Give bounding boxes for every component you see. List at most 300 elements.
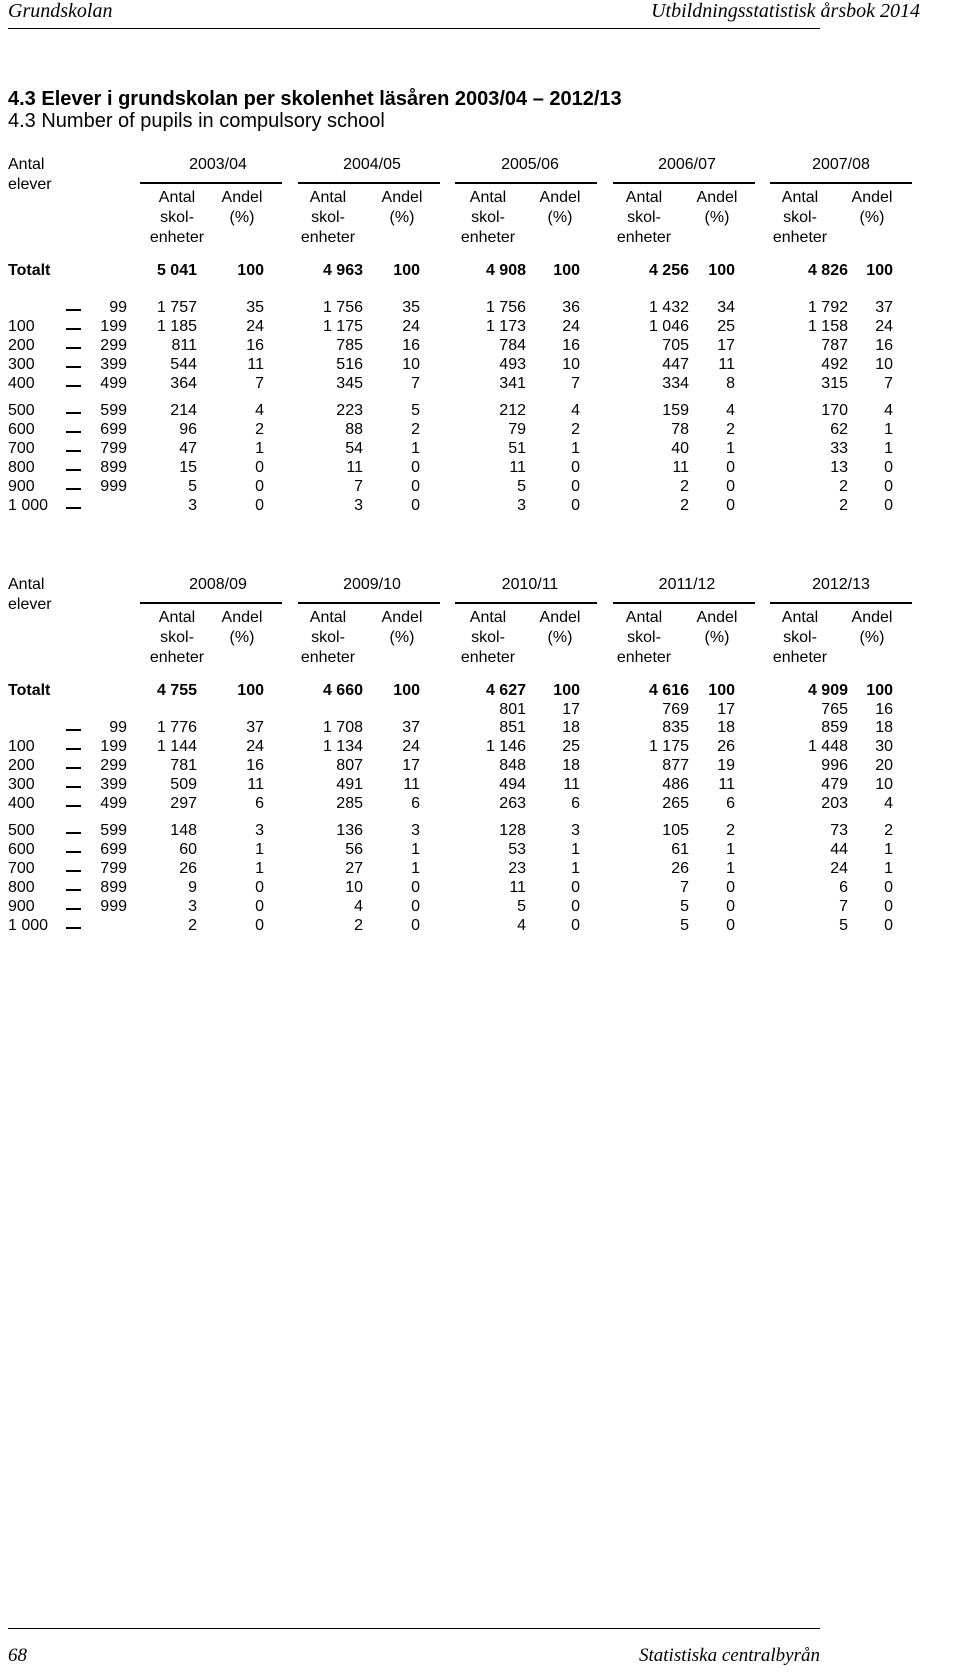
cell-andel: 16	[246, 757, 264, 774]
cell-andel: 8	[726, 375, 735, 392]
cell-antal: 1 432	[648, 299, 689, 316]
cell-andel: 25	[562, 738, 580, 755]
cell-andel: 6	[255, 795, 264, 812]
cell-antal: 1 185	[156, 318, 197, 335]
cell-andel: 0	[884, 497, 893, 514]
cell-antal: 493	[499, 356, 526, 373]
column-header-antal: Antal	[158, 189, 196, 206]
cell-andel: 0	[411, 879, 420, 896]
range-from: 100	[8, 738, 35, 755]
cell-andel: 26	[717, 738, 735, 755]
cell-antal: 1 144	[156, 738, 197, 755]
range-from: 300	[8, 776, 35, 793]
year-underline	[770, 602, 912, 604]
total-andel: 100	[553, 262, 580, 279]
cell-antal: 1 146	[485, 738, 526, 755]
cell-andel: 1	[255, 841, 264, 858]
year-header: 2005/06	[501, 156, 559, 173]
cell-antal: 835	[662, 719, 689, 736]
range-to: 299	[100, 337, 127, 354]
range-from: 400	[8, 375, 35, 392]
running-header	[0, 0, 960, 22]
range-dash	[66, 469, 81, 471]
cell-andel: 25	[717, 318, 735, 335]
range-dash	[66, 412, 81, 414]
range-from: 1 000	[8, 497, 49, 514]
range-to: 599	[100, 822, 127, 839]
range-to: 999	[100, 898, 127, 915]
column-header-andel: (%)	[229, 209, 255, 226]
cell-antal: 170	[821, 402, 848, 419]
column-header-antal: skol-	[783, 629, 817, 646]
header-left: Grundskolan	[8, 0, 113, 22]
cell-andel: 10	[875, 776, 893, 793]
column-header-antal: Antal	[625, 609, 663, 626]
column-header-antal: Antal	[469, 189, 507, 206]
cell-andel: 18	[562, 757, 580, 774]
total-antal: 5 041	[156, 262, 197, 279]
cell-antal: 334	[662, 375, 689, 392]
cell-andel: 34	[717, 299, 735, 316]
column-header-antal: Antal	[158, 609, 196, 626]
cell-andel: 0	[571, 459, 580, 476]
range-to: 899	[100, 459, 127, 476]
range-dash	[66, 431, 81, 433]
range-dash	[66, 748, 81, 750]
cell-antal: 2	[680, 478, 689, 495]
cell-andel: 1	[411, 841, 420, 858]
year-underline	[140, 602, 282, 604]
total-andel: 100	[708, 262, 735, 279]
column-header-andel: Andel	[539, 189, 581, 206]
cell-andel: 5	[411, 402, 420, 419]
cell-andel: 0	[255, 478, 264, 495]
range-dash	[66, 309, 81, 311]
cell-andel: 7	[884, 375, 893, 392]
range-from: 900	[8, 478, 35, 495]
stub-header-elever: elever	[8, 176, 52, 193]
range-to: 399	[100, 356, 127, 373]
cell-antal: 1 046	[648, 318, 689, 335]
cell-andel: 0	[726, 478, 735, 495]
cell-andel: 24	[246, 318, 264, 335]
cell-andel: 10	[562, 356, 580, 373]
cell-andel: 1	[255, 860, 264, 877]
cell-antal: 5	[680, 898, 689, 915]
cell-antal: 56	[345, 841, 363, 858]
cell-andel: 35	[402, 299, 420, 316]
cell-andel: 0	[255, 879, 264, 896]
cell-andel: 4	[571, 402, 580, 419]
extra-andel: 17	[562, 701, 580, 718]
cell-antal: 2	[354, 917, 363, 934]
cell-antal: 51	[508, 440, 526, 457]
cell-antal: 3	[188, 497, 197, 514]
column-header-antal: enheter	[772, 229, 828, 246]
cell-andel: 10	[875, 356, 893, 373]
cell-andel: 37	[402, 719, 420, 736]
range-dash	[66, 347, 81, 349]
extra-antal: 769	[662, 701, 689, 718]
cell-andel: 6	[571, 795, 580, 812]
range-to: 799	[100, 440, 127, 457]
cell-antal: 315	[821, 375, 848, 392]
cell-antal: 494	[499, 776, 526, 793]
cell-antal: 1 134	[322, 738, 363, 755]
cell-antal: 2	[680, 497, 689, 514]
column-header-andel: Andel	[696, 189, 738, 206]
cell-andel: 0	[726, 497, 735, 514]
column-header-andel: Andel	[851, 189, 893, 206]
cell-antal: 479	[821, 776, 848, 793]
cell-antal: 33	[830, 440, 848, 457]
cell-antal: 78	[671, 421, 689, 438]
year-underline	[613, 602, 755, 604]
year-header: 2003/04	[189, 156, 247, 173]
cell-antal: 24	[830, 860, 848, 877]
cell-antal: 2	[839, 478, 848, 495]
cell-antal: 3	[517, 497, 526, 514]
total-andel: 100	[393, 682, 420, 699]
cell-antal: 781	[170, 757, 197, 774]
cell-antal: 345	[336, 375, 363, 392]
cell-antal: 1 757	[156, 299, 197, 316]
cell-antal: 11	[672, 459, 689, 476]
total-antal: 4 627	[485, 682, 526, 699]
range-dash	[66, 786, 81, 788]
range-dash	[66, 328, 81, 330]
cell-antal: 6	[839, 879, 848, 896]
cell-antal: 26	[179, 860, 197, 877]
cell-andel: 2	[726, 822, 735, 839]
column-header-andel: (%)	[704, 209, 730, 226]
cell-andel: 3	[255, 822, 264, 839]
range-from: 500	[8, 402, 35, 419]
cell-andel: 24	[402, 318, 420, 335]
column-header-antal: Antal	[781, 609, 819, 626]
year-underline	[298, 182, 440, 184]
cell-antal: 7	[680, 879, 689, 896]
cell-antal: 1 175	[322, 318, 363, 335]
cell-andel: 0	[571, 917, 580, 934]
total-andel: 100	[553, 682, 580, 699]
cell-andel: 2	[255, 421, 264, 438]
cell-antal: 3	[188, 898, 197, 915]
cell-antal: 265	[662, 795, 689, 812]
cell-antal: 996	[821, 757, 848, 774]
cell-andel: 0	[411, 459, 420, 476]
cell-antal: 5	[680, 917, 689, 934]
cell-antal: 136	[336, 822, 363, 839]
column-header-andel: (%)	[389, 629, 415, 646]
cell-andel: 0	[726, 879, 735, 896]
cell-andel: 11	[563, 776, 580, 793]
column-header-antal: enheter	[300, 229, 356, 246]
range-dash	[66, 366, 81, 368]
total-antal: 4 826	[807, 262, 848, 279]
cell-antal: 10	[345, 879, 363, 896]
cell-antal: 486	[662, 776, 689, 793]
cell-antal: 27	[345, 860, 363, 877]
cell-andel: 0	[571, 898, 580, 915]
cell-andel: 1	[726, 440, 735, 457]
column-header-antal: enheter	[149, 649, 205, 666]
cell-antal: 26	[671, 860, 689, 877]
cell-andel: 16	[402, 337, 420, 354]
total-label: Totalt	[8, 682, 51, 699]
cell-andel: 17	[717, 337, 735, 354]
cell-antal: 9	[188, 879, 197, 896]
page-number: 68	[8, 1645, 27, 1666]
range-from: 100	[8, 318, 35, 335]
cell-andel: 3	[411, 822, 420, 839]
column-header-antal: Antal	[625, 189, 663, 206]
range-dash	[66, 450, 81, 452]
cell-andel: 7	[571, 375, 580, 392]
cell-antal: 60	[179, 841, 197, 858]
total-antal: 4 909	[807, 682, 848, 699]
cell-antal: 2	[839, 497, 848, 514]
range-to: 899	[100, 879, 127, 896]
column-header-antal: enheter	[616, 649, 672, 666]
total-andel: 100	[866, 262, 893, 279]
range-to: 199	[100, 738, 127, 755]
total-andel: 100	[237, 682, 264, 699]
cell-andel: 11	[247, 356, 264, 373]
cell-andel: 1	[411, 440, 420, 457]
range-dash	[66, 507, 81, 509]
year-underline	[613, 182, 755, 184]
cell-antal: 5	[839, 917, 848, 934]
column-header-andel: (%)	[704, 629, 730, 646]
cell-andel: 0	[571, 478, 580, 495]
cell-antal: 491	[336, 776, 363, 793]
cell-antal: 492	[821, 356, 848, 373]
cell-andel: 4	[255, 402, 264, 419]
range-dash	[66, 908, 81, 910]
range-dash	[66, 385, 81, 387]
range-from: 1 000	[8, 917, 49, 934]
cell-antal: 877	[662, 757, 689, 774]
cell-antal: 203	[821, 795, 848, 812]
total-antal: 4 908	[485, 262, 526, 279]
column-header-antal: skol-	[627, 209, 661, 226]
column-header-andel: (%)	[547, 629, 573, 646]
cell-antal: 1 792	[807, 299, 848, 316]
range-from: 800	[8, 459, 35, 476]
cell-antal: 3	[354, 497, 363, 514]
cell-antal: 62	[830, 421, 848, 438]
extra-antal: 801	[499, 701, 526, 718]
cell-antal: 44	[830, 841, 848, 858]
cell-antal: 447	[662, 356, 689, 373]
cell-antal: 11	[509, 459, 526, 476]
cell-andel: 1	[884, 841, 893, 858]
cell-antal: 811	[171, 337, 197, 354]
range-dash	[66, 729, 81, 731]
range-from: 500	[8, 822, 35, 839]
range-dash	[66, 889, 81, 891]
column-header-antal: skol-	[160, 629, 194, 646]
year-header: 2006/07	[658, 156, 716, 173]
cell-antal: 848	[499, 757, 526, 774]
range-to: 499	[100, 375, 127, 392]
cell-andel: 7	[411, 375, 420, 392]
cell-andel: 18	[875, 719, 893, 736]
range-to: 699	[100, 841, 127, 858]
column-header-andel: Andel	[539, 609, 581, 626]
cell-andel: 0	[411, 898, 420, 915]
cell-andel: 6	[411, 795, 420, 812]
column-header-andel: Andel	[221, 609, 263, 626]
cell-antal: 159	[662, 402, 689, 419]
cell-antal: 214	[170, 402, 197, 419]
cell-andel: 1	[884, 440, 893, 457]
cell-andel: 18	[717, 719, 735, 736]
cell-antal: 544	[170, 356, 197, 373]
range-to: 599	[100, 402, 127, 419]
cell-antal: 79	[508, 421, 526, 438]
cell-andel: 2	[884, 822, 893, 839]
year-header: 2010/11	[501, 576, 559, 593]
cell-antal: 364	[170, 375, 197, 392]
cell-antal: 88	[345, 421, 363, 438]
range-from: 600	[8, 841, 35, 858]
cell-antal: 509	[170, 776, 197, 793]
cell-andel: 0	[571, 879, 580, 896]
range-dash	[66, 767, 81, 769]
cell-andel: 0	[255, 459, 264, 476]
cell-antal: 1 756	[485, 299, 526, 316]
cell-andel: 11	[247, 776, 264, 793]
cell-andel: 0	[255, 917, 264, 934]
cell-antal: 341	[499, 375, 526, 392]
cell-andel: 0	[411, 917, 420, 934]
cell-andel: 10	[402, 356, 420, 373]
cell-antal: 13	[830, 459, 848, 476]
range-dash	[66, 488, 81, 490]
cell-antal: 785	[336, 337, 363, 354]
year-header: 2007/08	[812, 156, 870, 173]
range-from: 300	[8, 356, 35, 373]
cell-andel: 4	[884, 795, 893, 812]
range-to: 699	[100, 421, 127, 438]
cell-antal: 1 756	[322, 299, 363, 316]
cell-andel: 0	[884, 459, 893, 476]
cell-antal: 15	[179, 459, 197, 476]
range-dash	[66, 832, 81, 834]
range-to: 999	[100, 478, 127, 495]
cell-antal: 516	[336, 356, 363, 373]
column-header-antal: skol-	[471, 209, 505, 226]
cell-antal: 40	[671, 440, 689, 457]
publisher: Statistiska centralbyrån	[638, 1645, 820, 1666]
cell-andel: 6	[726, 795, 735, 812]
range-from: 700	[8, 440, 35, 457]
column-header-andel: Andel	[381, 189, 423, 206]
column-header-antal: skol-	[311, 209, 345, 226]
cell-antal: 851	[499, 719, 526, 736]
cell-andel: 7	[255, 375, 264, 392]
range-dash	[66, 851, 81, 853]
column-header-andel: (%)	[389, 209, 415, 226]
range-from: 600	[8, 421, 35, 438]
cell-antal: 1 448	[807, 738, 848, 755]
cell-andel: 1	[571, 841, 580, 858]
cell-antal: 4	[517, 917, 526, 934]
column-header-antal: Antal	[469, 609, 507, 626]
cell-andel: 20	[875, 757, 893, 774]
cell-antal: 54	[345, 440, 363, 457]
cell-andel: 24	[562, 318, 580, 335]
column-header-antal: enheter	[772, 649, 828, 666]
range-to: 399	[100, 776, 127, 793]
cell-antal: 784	[499, 337, 526, 354]
cell-antal: 7	[354, 478, 363, 495]
column-header-andel: Andel	[696, 609, 738, 626]
cell-andel: 1	[411, 860, 420, 877]
total-antal: 4 660	[322, 682, 363, 699]
cell-andel: 0	[255, 898, 264, 915]
cell-andel: 0	[411, 497, 420, 514]
column-header-andel: (%)	[547, 209, 573, 226]
stub-header-antal: Antal	[8, 576, 45, 593]
column-header-antal: enheter	[460, 649, 516, 666]
year-underline	[455, 602, 597, 604]
cell-andel: 4	[884, 402, 893, 419]
cell-andel: 0	[884, 478, 893, 495]
year-underline	[298, 602, 440, 604]
cell-andel: 0	[726, 459, 735, 476]
cell-antal: 5	[517, 898, 526, 915]
range-to: 499	[100, 795, 127, 812]
cell-andel: 37	[246, 719, 264, 736]
column-header-antal: Antal	[781, 189, 819, 206]
extra-andel: 16	[875, 701, 893, 718]
cell-andel: 1	[571, 860, 580, 877]
cell-antal: 47	[179, 440, 197, 457]
cell-andel: 0	[411, 478, 420, 495]
range-to: 99	[109, 299, 127, 316]
total-andel: 100	[237, 262, 264, 279]
cell-andel: 16	[246, 337, 264, 354]
cell-andel: 2	[411, 421, 420, 438]
cell-antal: 73	[830, 822, 848, 839]
total-andel: 100	[866, 682, 893, 699]
cell-andel: 1	[726, 841, 735, 858]
range-from: 900	[8, 898, 35, 915]
cell-andel: 0	[726, 917, 735, 934]
column-header-antal: skol-	[160, 209, 194, 226]
cell-andel: 17	[402, 757, 420, 774]
cell-antal: 859	[821, 719, 848, 736]
cell-andel: 0	[884, 898, 893, 915]
cell-andel: 0	[726, 898, 735, 915]
cell-andel: 0	[884, 879, 893, 896]
cell-andel: 24	[402, 738, 420, 755]
cell-andel: 24	[246, 738, 264, 755]
cell-andel: 1	[571, 440, 580, 457]
cell-andel: 4	[726, 402, 735, 419]
column-header-andel: (%)	[859, 209, 885, 226]
cell-andel: 11	[718, 356, 735, 373]
range-to: 199	[100, 318, 127, 335]
year-header: 2011/12	[658, 576, 716, 593]
cell-antal: 212	[499, 402, 526, 419]
year-header: 2004/05	[343, 156, 401, 173]
cell-andel: 18	[562, 719, 580, 736]
cell-andel: 1	[884, 860, 893, 877]
